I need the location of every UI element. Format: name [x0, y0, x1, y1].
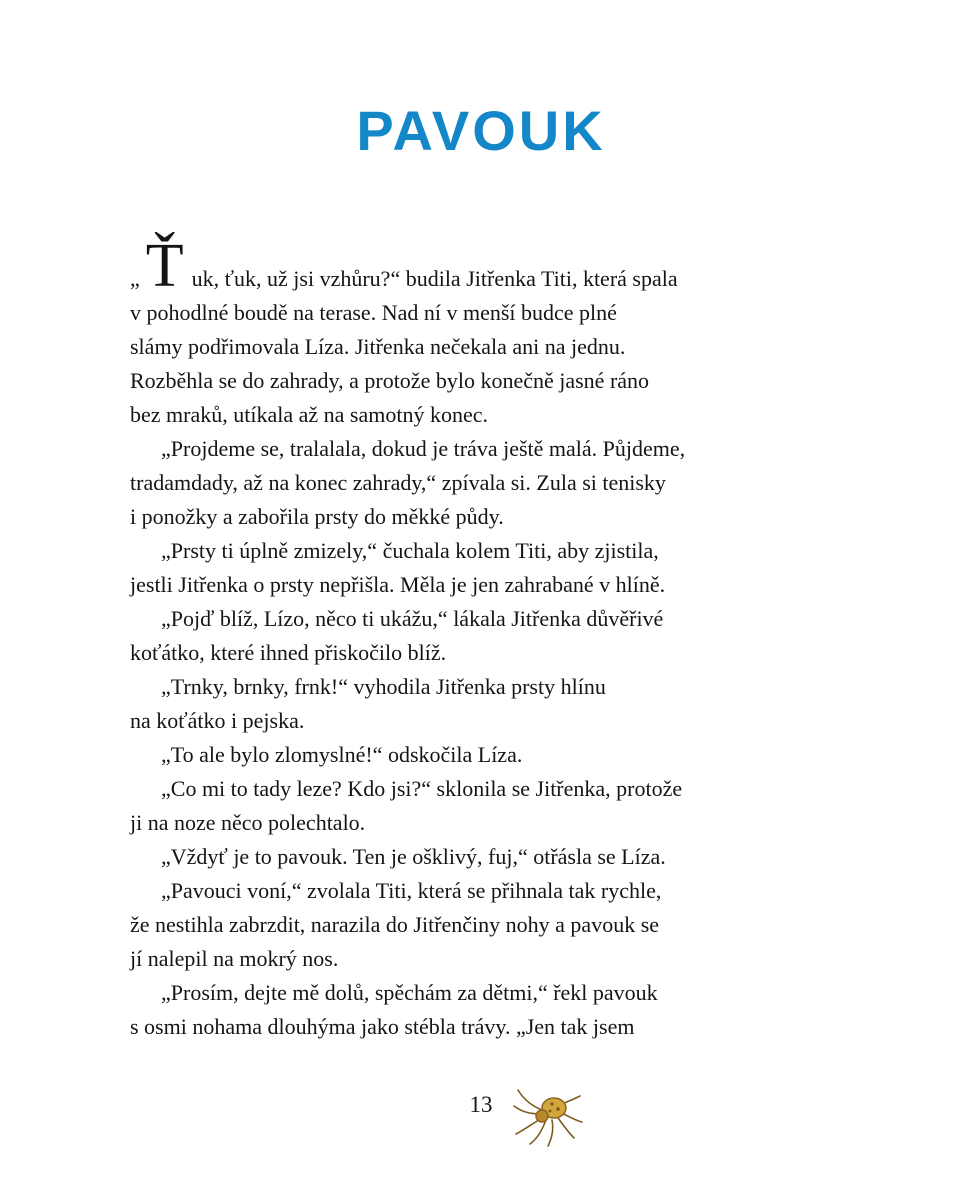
text-line: „Pavouci voní,“ zvolala Titi, která se přihnala tak rychle,	[161, 878, 662, 903]
text-line: ji na noze něco polechtalo.	[130, 810, 366, 835]
body-text	[130, 232, 860, 1044]
text-line: Rozběhla se do zahrady, a protože bylo konečně jasné ráno	[130, 368, 650, 393]
spider-icon	[512, 1076, 584, 1148]
paragraph	[130, 772, 860, 840]
initial-capital: Ť	[145, 232, 184, 300]
text-line: „To ale bylo zlomyslné!“ odskočila Líza.	[161, 742, 523, 767]
text-line: v pohodlné boudě na terase. Nad ní v menší budce plné	[130, 300, 617, 325]
text-line: s osmi nohama dlouhýma jako stébla trávy. „Jen tak jsem	[130, 1014, 635, 1039]
text-line: „Prosím, dejte mě dolů, spěchám za dětmi,“ řekl pavouk	[161, 980, 658, 1005]
text-line: jestli Jitřenka o prsty nepřišla. Měla je jen zahrabané v hlíně.	[130, 572, 666, 597]
text-line: „Prsty ti úplně zmizely,“ čuchala kolem Titi, aby zjistila,	[161, 538, 659, 563]
text-line: jí nalepil na mokrý nos.	[130, 946, 339, 971]
text-line: „Pojď blíž, Lízo, něco ti ukážu,“ lákala Jitřenka důvěřivé	[161, 606, 664, 631]
text-line: „Vždyť je to pavouk. Ten je ošklivý, fuj,“ otřásla se Líza.	[161, 844, 666, 869]
text-line: „Trnky, brnky, frnk!“ vyhodila Jitřenka prsty hlínu	[161, 674, 606, 699]
text-line: „Projdeme se, tralalala, dokud je tráva ještě malá. Půjdeme,	[161, 436, 686, 461]
paragraph	[130, 534, 860, 602]
paragraph	[130, 738, 860, 772]
paragraph	[130, 840, 860, 874]
paragraph	[130, 432, 860, 534]
text-line: „Co mi to tady leze? Kdo jsi?“ sklonila se Jitřenka, protože	[161, 776, 683, 801]
text-line-rest: uk, ťuk, už jsi vzhůru?“ budila Jitřenka Titi, která spala	[191, 266, 678, 291]
opening-quote: „	[130, 266, 140, 291]
text-line: bez mraků, utíkala až na samotný konec.	[130, 402, 488, 427]
text-line: tradamdady, až na konec zahrady,“ zpívala si. Zula si tenisky	[130, 470, 666, 495]
text-line	[130, 232, 860, 300]
page-number: 13	[469, 1092, 493, 1117]
text-line: že nestihla zabrzdit, narazila do Jitřenčiny nohy a pavouk se	[130, 912, 660, 937]
text-line: i ponožky a zabořila prsty do měkké půdy.	[130, 504, 504, 529]
chapter-title: PAVOUK	[356, 99, 606, 162]
paragraph	[130, 232, 860, 432]
paragraph	[130, 670, 860, 738]
text-line: na koťátko i pejska.	[130, 708, 305, 733]
paragraph	[130, 874, 860, 976]
paragraph	[130, 602, 860, 670]
text-line: koťátko, které ihned přiskočilo blíž.	[130, 640, 447, 665]
paragraph	[130, 976, 860, 1044]
text-line: slámy podřimovala Líza. Jitřenka nečekala ani na jednu.	[130, 334, 626, 359]
